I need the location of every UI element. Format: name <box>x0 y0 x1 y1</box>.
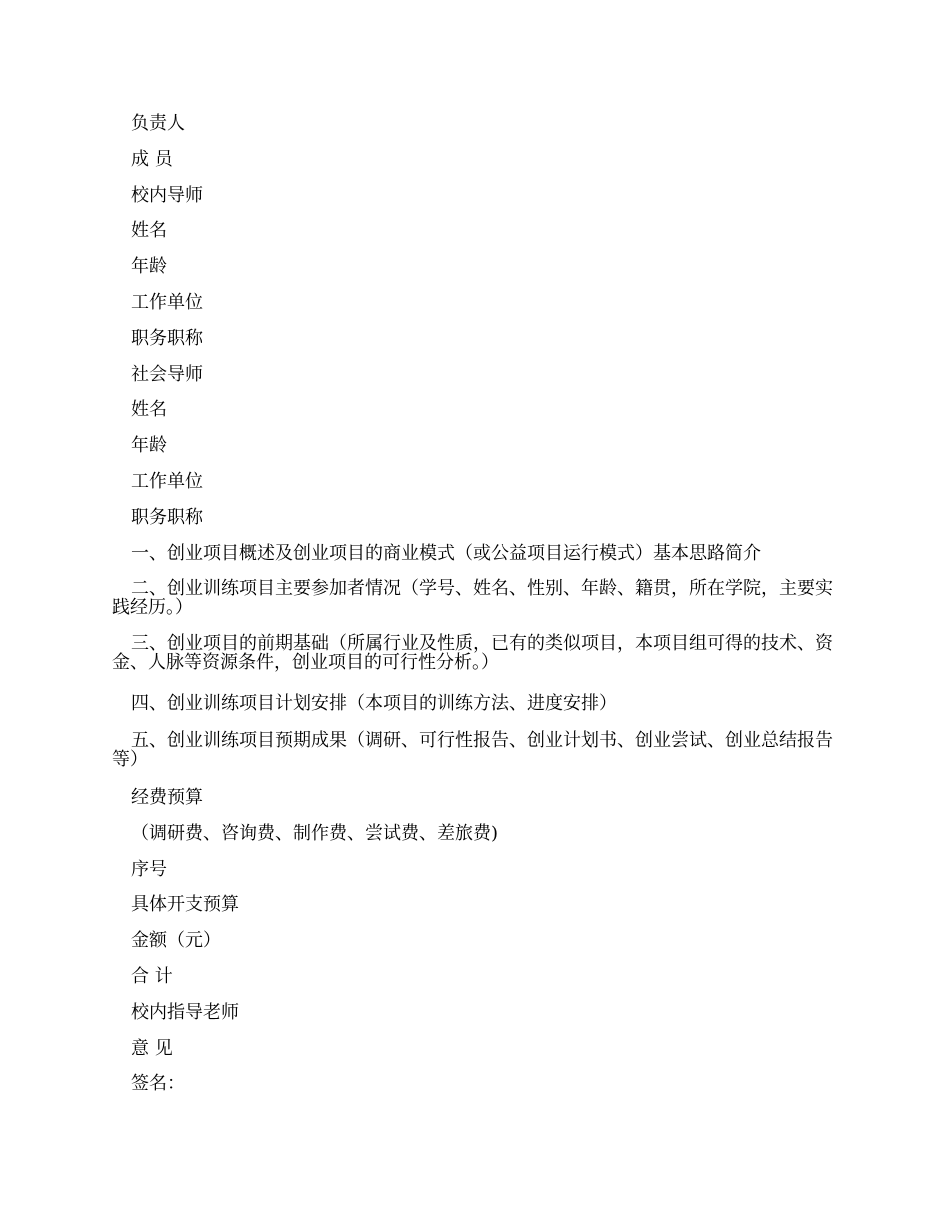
label-project-leader: 负责人 <box>131 113 185 134</box>
label-total: 合 计 <box>131 966 173 987</box>
section-4-heading: 四、创业训练项目计划安排（本项目的训练方法、进度安排） <box>131 693 617 714</box>
section-1-heading: 一、创业项目概述及创业项目的商业模式（或公益项目运行模式）基本思路简介 <box>131 543 761 564</box>
section-2-heading: 二、创业训练项目主要参加者情况（学号、姓名、性别、年龄、籍贯，所在学院，主要实践经历。） <box>112 578 833 618</box>
label-social-mentor-name: 姓名 <box>131 399 167 420</box>
label-signature: 签名： <box>131 1073 185 1094</box>
label-campus-mentor-age: 年龄 <box>131 256 167 277</box>
section-3-heading: 三、创业项目的前期基础（所属行业及性质，已有的类似项目，本项目组可得的技术、资金、人脉等资源条件，创业项目的可行性分析。） <box>112 633 833 673</box>
label-expense-detail: 具体开支预算 <box>131 894 239 915</box>
label-opinion: 意 见 <box>131 1038 173 1059</box>
label-social-mentor-employer: 工作单位 <box>131 471 203 492</box>
label-campus-mentor-title: 职务职称 <box>131 328 203 349</box>
label-campus-mentor-name: 姓名 <box>131 220 167 241</box>
label-members: 成 员 <box>131 149 173 170</box>
label-social-mentor-age: 年龄 <box>131 435 167 456</box>
label-campus-mentor: 校内导师 <box>131 185 203 206</box>
label-campus-mentor-employer: 工作单位 <box>131 292 203 313</box>
label-campus-advisor: 校内指导老师 <box>131 1002 239 1023</box>
label-budget-items: （调研费、咨询费、制作费、尝试费、差旅费) <box>131 823 499 844</box>
label-social-mentor-title: 职务职称 <box>131 507 203 528</box>
label-serial-number: 序号 <box>131 859 167 880</box>
label-social-mentor: 社会导师 <box>131 364 203 385</box>
label-budget: 经费预算 <box>131 787 203 808</box>
label-amount: 金额（元） <box>131 930 221 951</box>
section-5-heading: 五、创业训练项目预期成果（调研、可行性报告、创业计划书、创业尝试、创业总结报告等） <box>112 730 833 770</box>
